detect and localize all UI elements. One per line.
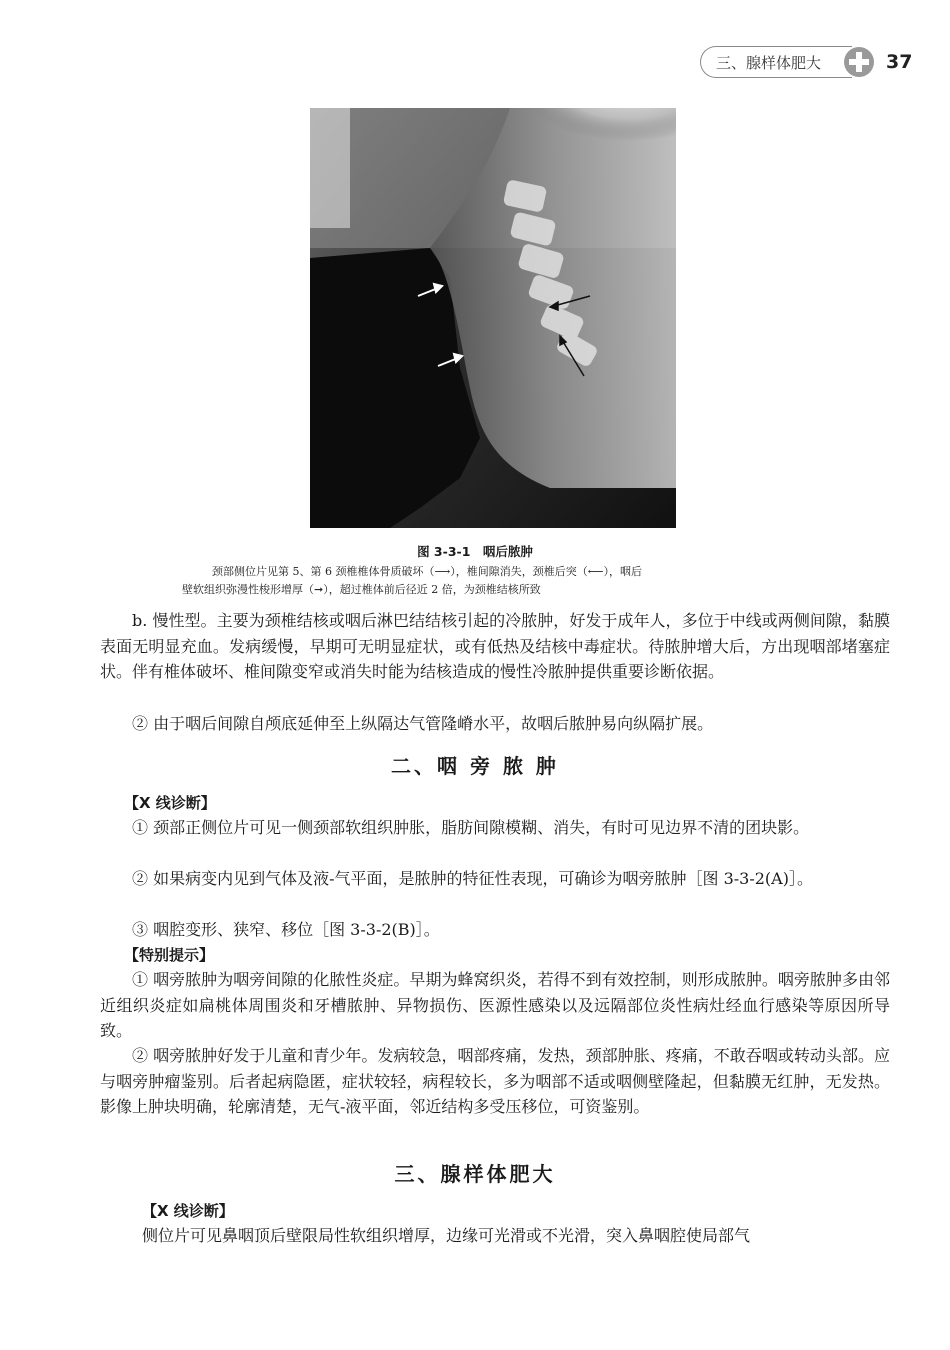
running-header-label: 三、腺样体肥大 <box>716 54 822 72</box>
xray-item-2: ② 如果病变内见到气体及液-气平面，是脓肿的特征性表现，可确诊为咽旁脓肿［图 3-3-2(A)］。 <box>132 869 813 888</box>
figure-caption-line-2: 壁软组织弥漫性梭形增厚（➞），超过椎体前后径近 2 倍，为颈椎结核所致 <box>182 583 541 596</box>
tip-item-2: ② 咽旁脓肿好发于儿童和青少年。发病较急，咽部疼痛，发热，颈部肿胀、疼痛，不敢吞咽或转动头部。应与咽旁肿瘤鉴别。后者起病隐匿，症状较轻，病程较长，多为咽部不适或咽侧壁隆起，但黏膜无红肿，无发热。影像上肿块明确，轮廓清楚，无气-液平面，邻近结构多受压移位，可资鉴别。 <box>100 1046 890 1116</box>
section-title-adenoid-hypertrophy: 三、腺样体肥大 <box>394 1162 556 1186</box>
paragraph-spread: ② 由于咽后间隙自颅底延伸至上纵隔达气管隆嵴水平，故咽后脓肿易向纵隔扩展。 <box>132 714 714 733</box>
paragraph-chronic-type: b. 慢性型。主要为颈椎结核或咽后淋巴结结核引起的冷脓肿，好发于成年人，多位于中线或两侧间隙，黏膜表面无明显充血。发病缓慢，早期可无明显症状，或有低热及结核中毒症状。待脓肿增大后，方出现咽部堵塞症状。伴有椎体破坏、椎间隙变窄或消失时能为结核造成的慢性冷脓肿提供重要诊断依据。 <box>100 611 890 681</box>
page-number: 37 <box>886 51 913 73</box>
section-title-parapharyngeal-abscess: 二、咽 旁 脓 肿 <box>391 754 559 778</box>
xray-diagnosis-heading: 【X 线诊断】 <box>124 794 216 812</box>
xray-diagnosis-heading-2: 【X 线诊断】 <box>142 1202 234 1220</box>
xray-item-1: ① 颈部正侧位片可见一侧颈部软组织肿胀，脂肪间隙模糊、消失，有时可见边界不清的团块影。 <box>132 818 810 837</box>
xray-image <box>310 108 676 528</box>
tip-item-1: ① 咽旁脓肿为咽旁间隙的化脓性炎症。早期为蜂窝织炎，若得不到有效控制，则形成脓肿。咽旁脓肿多由邻近组织炎症如扁桃体周围炎和牙槽脓肿、异物损伤、医源性感染以及远隔部位炎性病灶经血行感染等原因所导致。 <box>100 970 890 1040</box>
adenoid-xray-text: 侧位片可见鼻咽顶后壁限局性软组织增厚，边缘可光滑或不光滑，突入鼻咽腔使局部气 <box>142 1226 751 1245</box>
figure-title: 图 3-3-1 咽后脓肿 <box>417 544 533 559</box>
xray-item-3: ③ 咽腔变形、狭窄、移位［图 3-3-2(B)］。 <box>132 920 440 939</box>
special-tips-heading: 【特别提示】 <box>124 946 215 964</box>
medical-cross-icon <box>844 47 874 77</box>
figure-caption-line-1: 颈部侧位片见第 5、第 6 颈椎椎体骨质破坏（⟶），椎间隙消失，颈椎后突（⟵），咽后 <box>212 565 643 578</box>
